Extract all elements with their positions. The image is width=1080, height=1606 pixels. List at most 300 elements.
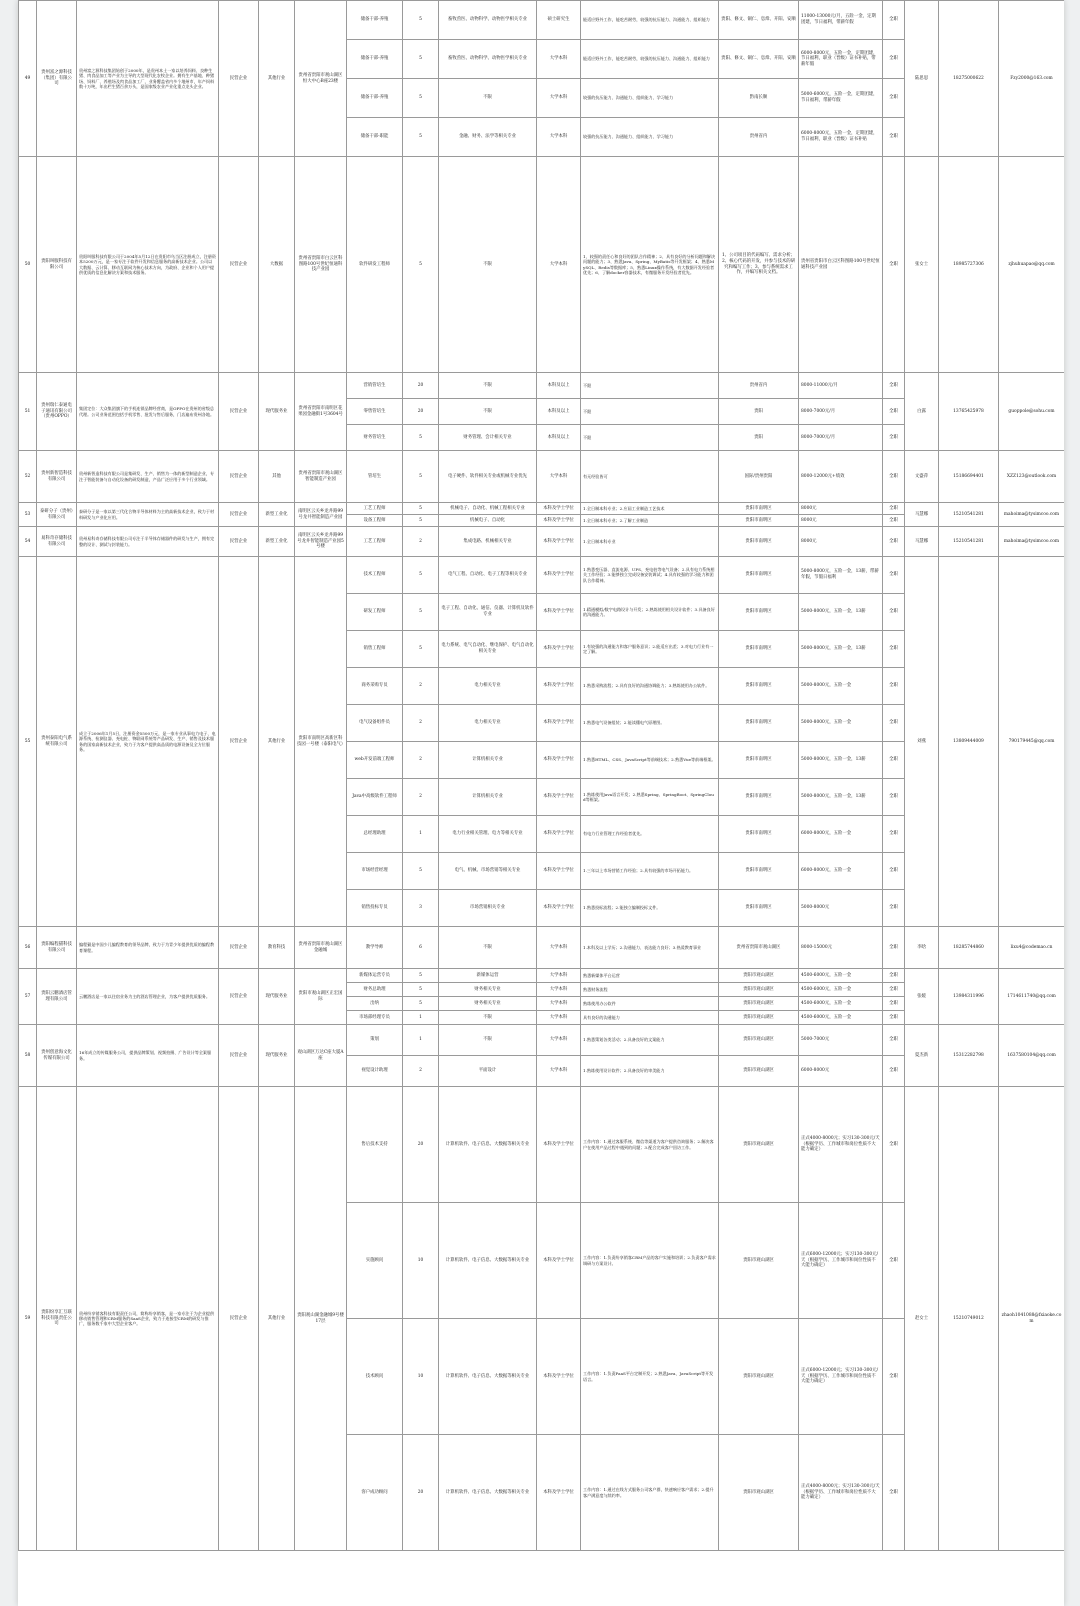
company-industry: 大数据 <box>259 157 295 373</box>
position-education: 本科及学士学位 <box>537 668 581 705</box>
position-salary: 贵州省贵阳市白云区科图路100号世纪恒通科技产业园 <box>799 157 883 373</box>
company-number: 58 <box>19 1025 37 1087</box>
position-requirements: 工作内容：1.通过在线方式服务公司客户群，快速响应客户需求；2.提升客户满意度与续约率。 <box>581 1435 719 1551</box>
position-type: 全职 <box>883 1435 905 1551</box>
position-requirements: 工作内容：1.通过客服系统、微信等渠道为客户提供咨询服务；2.解决客户在使用产品过程中遇到的问题；3.配合完成客户回访工作。 <box>581 1087 719 1203</box>
position-requirements: 有电力行业管理工作经验者优先。 <box>581 816 719 853</box>
position-major: 电子硬件、软件相关专业或机械专业优先 <box>439 451 537 503</box>
position-location: 国际/贵州贵阳 <box>719 451 799 503</box>
position-education: 本科及学士学位 <box>537 816 581 853</box>
position-location: 黔南长顺 <box>719 79 799 118</box>
position-location: 贵阳市南明区 <box>719 816 799 853</box>
position-count: 5 <box>403 1 439 40</box>
position-title: 教学导师 <box>347 927 403 969</box>
position-title: 新媒体运营专员 <box>347 969 403 983</box>
company-nature: 民营企业 <box>219 1 259 157</box>
contact-phone: 15210541281 <box>939 503 999 527</box>
position-salary: 5000-8000元，五险一金，13薪，带薪年假，节假日福利 <box>799 557 883 594</box>
position-requirements: 较强的抗压能力、沟通能力、组织能力、学习能力 <box>581 118 719 157</box>
position-type: 全职 <box>883 1087 905 1203</box>
position-type: 全职 <box>883 118 905 157</box>
company-industry: 其他行业 <box>259 1087 295 1551</box>
position-salary: 5000-8000元，五险一金，13薪 <box>799 779 883 816</box>
position-type: 全职 <box>883 853 905 890</box>
position-requirements: 不限 <box>581 399 719 425</box>
position-title: 销售投标专员 <box>347 890 403 927</box>
position-title: 策划 <box>347 1025 403 1056</box>
position-salary: 8000元 <box>799 527 883 557</box>
position-count: 5 <box>403 594 439 631</box>
position-count: 5 <box>403 157 439 373</box>
contact-phone: 15312282798 <box>939 1025 999 1087</box>
company-name: 贵阳纷享汇互联科技有限责任公司 <box>37 1087 77 1551</box>
position-salary: 正式4000-8000元；实习130-300元/天（根据学历、工作城市和岗位性质不大能力确定） <box>799 1087 883 1203</box>
position-major: 计算机相关专业 <box>439 779 537 816</box>
position-title: 储备干部-养殖 <box>347 40 403 79</box>
position-major: 电气工程、自动化、电子工程等相关专业 <box>439 557 537 594</box>
position-education: 本科及学士学位 <box>537 557 581 594</box>
position-requirements: 1.全日制本科专业；2.了解工业制造 <box>581 515 719 527</box>
company-address: 贵阳市观山湖区正宏国际 <box>295 969 347 1025</box>
position-location: 贵阳市观山湖区 <box>719 997 799 1011</box>
position-type: 全职 <box>883 983 905 997</box>
position-requirements: 1.本科及以上学历；2.沟通能力、表达能力良好；3.热爱教育事业 <box>581 927 719 969</box>
position-type: 全职 <box>883 594 905 631</box>
contact-email: 1714611740@qq.com <box>999 969 1065 1025</box>
company-number: 54 <box>19 527 37 557</box>
position-location: 贵阳市南明区 <box>719 503 799 515</box>
position-requirements: 1.精通模拟/数字电路设计与开发；2.熟练使用相关设计软件；3.具备良好的沟通能力。 <box>581 594 719 631</box>
contact-phone: 18275000622 <box>939 1 999 157</box>
position-title: 商务采购专员 <box>347 668 403 705</box>
position-title: 技术工程师 <box>347 557 403 594</box>
position-education: 本科及学士学位 <box>537 705 581 742</box>
contact-email: Fzy2000@163.com <box>999 1 1065 157</box>
position-title: 实施顾问 <box>347 1203 403 1319</box>
contact-person: 张女士 <box>905 157 939 373</box>
position-education: 大学本科 <box>537 451 581 503</box>
position-location: 贵州省内 <box>719 373 799 399</box>
position-title: 零售管培生 <box>347 399 403 425</box>
company-nature: 民营企业 <box>219 527 259 557</box>
company-address: 贵州省贵阳市南明区花果园金融街1号3604号 <box>295 373 347 451</box>
company-address: 南明区云关乡龙井路99号龙井智能制造产业园 <box>295 503 347 527</box>
position-requirements: 熟练使用办公软件 <box>581 997 719 1011</box>
company-nature: 民营企业 <box>219 373 259 451</box>
position-title: 销售工程师 <box>347 631 403 668</box>
position-count: 2 <box>403 527 439 557</box>
position-count: 2 <box>403 779 439 816</box>
position-title: 财务管培生 <box>347 425 403 451</box>
position-major: 电子工程、自动化、通信、仪器、计算机及软件专业 <box>439 594 537 631</box>
position-type: 全职 <box>883 157 905 373</box>
position-count: 1 <box>403 1025 439 1056</box>
position-major: 电力相关专业 <box>439 668 537 705</box>
contact-phone: 15210541281 <box>939 527 999 557</box>
position-type: 全职 <box>883 997 905 1011</box>
position-title: 软件研发工程师 <box>347 157 403 373</box>
position-education: 本科及以上 <box>537 425 581 451</box>
position-location: 贵阳市观山湖区 <box>719 1435 799 1551</box>
position-title: web开发前端工程师 <box>347 742 403 779</box>
position-education: 大学本科 <box>537 997 581 1011</box>
table-row <box>19 1087 1065 1203</box>
company-nature: 民营企业 <box>219 969 259 1025</box>
position-count: 2 <box>403 1056 439 1087</box>
position-education: 本科及学士学位 <box>537 1087 581 1203</box>
position-major: 不限 <box>439 399 537 425</box>
position-major: 计算机软件、电子信息、大数据等相关专业 <box>439 1087 537 1203</box>
position-salary: 8000元 <box>799 515 883 527</box>
position-salary: 6000-8000元，五险一金 <box>799 816 883 853</box>
company-name: 贵州瑞仁泰通电子通讯有限公司（贵州OPPO） <box>37 373 77 451</box>
position-education: 本科及学士学位 <box>537 853 581 890</box>
position-salary: 4500-6000元，五险一金 <box>799 969 883 983</box>
position-type: 全职 <box>883 399 905 425</box>
position-major: 集成电路、机械相关专业 <box>439 527 537 557</box>
position-location: 1、公司项目的代码编写、需求分析；2、核心代码的开发，并参与技术的研究和编写工作；3、参与系统需求工作，并编写相关文档。 <box>719 157 799 373</box>
position-education: 大学本科 <box>537 40 581 79</box>
position-education: 本科及以上 <box>537 373 581 399</box>
position-education: 本科及学士学位 <box>537 503 581 515</box>
position-education: 大学本科 <box>537 969 581 983</box>
position-location: 贵阳 <box>719 425 799 451</box>
position-location: 贵阳市南明区 <box>719 853 799 890</box>
company-nature: 民营企业 <box>219 927 259 969</box>
position-salary: 5000-6000元，五险一金，定期团建，节日福利，带薪年假 <box>799 79 883 118</box>
position-salary: 5000-8000元 <box>799 890 883 927</box>
position-count: 5 <box>403 79 439 118</box>
contact-phone: 13765425978 <box>939 373 999 451</box>
company-name: 贵阳云鹏酒店管理有限公司 <box>37 969 77 1025</box>
position-education: 本科及学士学位 <box>537 779 581 816</box>
position-location: 贵州省贵阳市观山湖区 <box>719 927 799 969</box>
table-row <box>19 969 1065 983</box>
position-education: 本科及以上 <box>537 399 581 425</box>
position-requirements: 1.熟练使用Java语言开发；2.熟悉Spring、SpringBoot、SpringCloud等框架。 <box>581 779 719 816</box>
company-name: 贵州新智造科技有限公司 <box>37 451 77 503</box>
company-intro: 贵州纷享销客科技有限责任公司，简称纷享销客，是一家专注于为企业提供移动销售管理和CRM服务的SaaS企业，致力于连接型CRM的研发与推广，服务数千家中大型企业客户。 <box>77 1087 219 1551</box>
position-education: 本科及学士学位 <box>537 515 581 527</box>
company-industry: 其他行业 <box>259 557 295 927</box>
position-requirements: 1.熟悉采购流程；2.具有良好的沟通协调能力；3.熟练使用办公软件。 <box>581 668 719 705</box>
position-salary: 8000元 <box>799 503 883 515</box>
contact-email: 790179445@qq.com <box>999 557 1065 927</box>
company-name: 贵州泰阳电气系统有限公司 <box>37 557 77 927</box>
position-count: 10 <box>403 1203 439 1319</box>
position-type: 全职 <box>883 373 905 399</box>
position-requirements: 较强的抗压能力、沟通能力、组织能力、学习能力 <box>581 79 719 118</box>
contact-person: 夏杰新 <box>905 1025 939 1087</box>
position-education: 硕士研究生 <box>537 1 581 40</box>
position-title: 总经理助理 <box>347 816 403 853</box>
contact-email: zjhuhuapao@qq.com <box>999 157 1065 373</box>
contact-email: XZZ123@outlook.com <box>999 451 1065 503</box>
position-salary: 6000-8000元，五险一金，定期团建，节日福利，职业（晋级）证书补贴，带薪年假 <box>799 40 883 79</box>
position-salary: 5000-8000元，五险一金 <box>799 668 883 705</box>
position-type: 全职 <box>883 816 905 853</box>
position-major: 市场营销相关专业 <box>439 890 537 927</box>
table-row <box>19 527 1065 557</box>
position-count: 20 <box>403 1087 439 1203</box>
position-requirements: 工作内容：1.负责纷享销客CRM产品的客户实施和培训；2.负责客户需求调研与方案设计。 <box>581 1203 719 1319</box>
position-count: 2 <box>403 705 439 742</box>
position-requirements: 1.熟悉策划各类活动；2.具备良好的文案能力 <box>581 1025 719 1056</box>
position-title: 市场经营经理 <box>347 853 403 890</box>
position-requirements: 1.熟悉HTML、CSS、JavaScript等前端技术；2.熟悉Vue等前端框架。 <box>581 742 719 779</box>
position-type: 全职 <box>883 503 905 515</box>
position-count: 5 <box>403 503 439 515</box>
position-requirements: 1.熟练使用设计软件；2.具备良好的审美能力 <box>581 1056 719 1087</box>
position-salary: 4500-6000元，五险一金 <box>799 983 883 997</box>
position-title: 设备工程师 <box>347 515 403 527</box>
company-industry: 现代服务业 <box>259 1025 295 1087</box>
contact-person: 白露 <box>905 373 939 451</box>
company-name: 贵州创意海文化传媒有限公司 <box>37 1025 77 1087</box>
position-education: 本科及学士学位 <box>537 527 581 557</box>
contact-phone: 15186694401 <box>939 451 999 503</box>
position-education: 大学本科 <box>537 157 581 373</box>
company-number: 52 <box>19 451 37 503</box>
contact-person: 马慧娜 <box>905 527 939 557</box>
recruitment-table <box>18 0 1064 1551</box>
position-count: 6 <box>403 927 439 969</box>
company-name: 贵州富之源科技（集团）有限公司 <box>37 1 77 157</box>
position-major: 计算机软件、电子信息、大数据等相关专业 <box>439 1435 537 1551</box>
position-location: 贵州省内 <box>719 118 799 157</box>
position-title: 储备干部-职能 <box>347 118 403 157</box>
position-count: 5 <box>403 631 439 668</box>
position-type: 全职 <box>883 668 905 705</box>
position-major: 新媒体运营 <box>439 969 537 983</box>
position-location: 贵阳、修文、铜仁、息烽、开阳、安顺 <box>719 40 799 79</box>
position-count: 5 <box>403 118 439 157</box>
company-intro: 云鹏酒店是一家以住宿业务为主的酒店管理企业，为客户提供优质服务。 <box>77 969 219 1025</box>
position-title: 储备干部-养殖 <box>347 1 403 40</box>
table-row <box>19 503 1065 515</box>
position-salary: 6000-8000元，五险一金，定期团建，节日福利，职业（晋级）证书补贴 <box>799 118 883 157</box>
position-title: 财务总助理 <box>347 983 403 997</box>
position-count: 2 <box>403 668 439 705</box>
company-industry: 现代服务业 <box>259 373 295 451</box>
position-title: 视觉设计助理 <box>347 1056 403 1087</box>
position-salary: 8000-7000元/月 <box>799 425 883 451</box>
position-count: 5 <box>403 557 439 594</box>
table-row <box>19 1025 1065 1056</box>
position-major: 财务管理、会计相关专业 <box>439 425 537 451</box>
company-number: 51 <box>19 373 37 451</box>
position-type: 全职 <box>883 631 905 668</box>
position-title: 管培生 <box>347 451 403 503</box>
position-major: 机械电子、自动化、机械工程相关专业 <box>439 503 537 515</box>
position-count: 1 <box>403 816 439 853</box>
position-education: 大学本科 <box>537 79 581 118</box>
contact-email: zhaoh1041088@fxiaoke.com <box>999 1087 1065 1551</box>
company-industry: 其他 <box>259 451 295 503</box>
company-nature: 民营企业 <box>219 557 259 927</box>
position-location: 贵阳市观山湖区 <box>719 1056 799 1087</box>
contact-person: 赵女士 <box>905 1087 939 1551</box>
position-education: 本科及学士学位 <box>537 631 581 668</box>
company-name: 泰研分子（贵州）有限公司 <box>37 503 77 527</box>
position-salary: 8000-12000元+绩效 <box>799 451 883 503</box>
position-location: 贵阳 <box>719 399 799 425</box>
position-salary: 5000-8000元，五险一金，13薪 <box>799 742 883 779</box>
position-major: 电力行业相关管理、电力等相关专业 <box>439 816 537 853</box>
position-count: 5 <box>403 40 439 79</box>
position-count: 20 <box>403 1435 439 1551</box>
position-education: 本科及学士学位 <box>537 742 581 779</box>
position-location: 贵阳市南明区 <box>719 890 799 927</box>
contact-phone: 13809444009 <box>939 557 999 927</box>
position-major: 计算机软件、电子信息、大数据等相关专业 <box>439 1319 537 1435</box>
contact-person: 文盛萍 <box>905 451 939 503</box>
position-title: 市场部经理专员 <box>347 1011 403 1025</box>
position-type: 全职 <box>883 927 905 969</box>
company-intro: 集团定位：大众集团旗下的手机连锁品牌经营商，是OPPO在贵州的省级总代理。公司业务范围包括手机零售、批发与售后服务，门店遍布贵州各地。 <box>77 373 219 451</box>
company-industry: 新型工业化 <box>259 503 295 527</box>
position-title: 研发工程师 <box>347 594 403 631</box>
position-major: 不限 <box>439 373 537 399</box>
company-address: 南明区云关乡龙井路99号龙井智能制造产业园5号楼 <box>295 527 347 557</box>
position-major: 不限 <box>439 1025 537 1056</box>
position-type: 全职 <box>883 1025 905 1056</box>
position-type: 全职 <box>883 742 905 779</box>
position-requirements: 1.熟悉电气设备组装；2.能读懂电气原理图。 <box>581 705 719 742</box>
position-location: 贵阳市南明区 <box>719 705 799 742</box>
company-number: 53 <box>19 503 37 527</box>
position-requirements: 能适应野外工作，能吃苦耐劳，较强的抗压能力、沟通能力、组织能力 <box>581 40 719 79</box>
position-location: 贵阳市观山湖区 <box>719 983 799 997</box>
position-major: 计算机软件、电子信息、大数据等相关专业 <box>439 1203 537 1319</box>
position-count: 20 <box>403 399 439 425</box>
position-education: 本科及学士学位 <box>537 1319 581 1435</box>
company-name: 贵阳编程猫科技有限公司 <box>37 927 77 969</box>
position-requirements: 1.有较强的沟通能力和客户服务意识；2.能适应出差；3.对电力行业有一定了解。 <box>581 631 719 668</box>
position-education: 大学本科 <box>537 1011 581 1025</box>
company-address: 贵州省贵阳市观山湖区恒大中心B座23楼 <box>295 1 347 157</box>
contact-email: guoppole@sohu.com <box>999 373 1065 451</box>
position-requirements: 工作内容：1.负责PaaS平台定制开发；2.熟悉Java、JavaScript等开发语言。 <box>581 1319 719 1435</box>
position-location: 贵阳市南明区 <box>719 631 799 668</box>
company-nature: 民营企业 <box>219 451 259 503</box>
company-intro: 贵阳叫服科技有限公司于2004年5月12日在贵阳市乌当区注册成立，注册资本5200万元，是一家专注于软件开发和信息服务的高新技术企业。公司以大数据、云计算、移动互联网为核心技术方向，为政府、企业和个人用户提供优质的信息化解决方案和技术服务。 <box>77 157 219 373</box>
position-title: 储备干部-养殖 <box>347 79 403 118</box>
company-name: 贵阳叫服科技有限公司 <box>37 157 77 373</box>
position-salary: 8000-11000元/月 <box>799 373 883 399</box>
contact-email: lixu4@codemao.cn <box>999 927 1065 969</box>
position-type: 全职 <box>883 527 905 557</box>
position-type: 全职 <box>883 40 905 79</box>
company-intro: 贵州新智造科技有限公司是集研发、生产、销售为一体的新型制造企业，专注于智能装备与自动化设备的研发制造，产品广泛应用于多个行业领域。 <box>77 451 219 503</box>
document-page <box>18 0 1064 1606</box>
position-major: 不限 <box>439 927 537 969</box>
position-salary: 8000-15000元 <box>799 927 883 969</box>
position-salary: 5000-8000元，五险一金 <box>799 705 883 742</box>
position-type: 全职 <box>883 1203 905 1319</box>
company-industry: 其他行业 <box>259 1 295 157</box>
position-major: 电力相关专业 <box>439 705 537 742</box>
company-address: 观山湖区万达C座大厦A座 <box>295 1025 347 1087</box>
position-title: 技术顾问 <box>347 1319 403 1435</box>
position-requirements: 具有良好的沟通能力 <box>581 1011 719 1025</box>
position-type: 全职 <box>883 1011 905 1025</box>
position-salary: 4500-6000元，五险一金 <box>799 1011 883 1025</box>
company-name: 易科奇存储科技有限公司 <box>37 527 77 557</box>
position-type: 全职 <box>883 779 905 816</box>
position-count: 5 <box>403 853 439 890</box>
position-education: 大学本科 <box>537 983 581 997</box>
position-major: 财务相关专业 <box>439 983 537 997</box>
position-salary: 6000-8000元 <box>799 1056 883 1087</box>
position-location: 贵阳市南明区 <box>719 742 799 779</box>
position-location: 贵阳市南明区 <box>719 594 799 631</box>
company-intro: 贵州易科奇存储科技有限公司专注于半导体存储器件的研发与生产，拥有完整的设计、测试与封装能力。 <box>77 527 219 557</box>
position-salary: 正式6000-12000元；实习130-300元/天（根据学历、工作城市和岗位性质不大能力确定） <box>799 1319 883 1435</box>
position-count: 2 <box>403 742 439 779</box>
position-requirements: 1.全日制本科专业；2.应届工业制造工艺技术 <box>581 503 719 515</box>
company-address: 贵州省贵阳市观山湖区金融城 <box>295 927 347 969</box>
contact-email: mahoima@tysimcoo.com <box>999 503 1065 527</box>
position-requirements: 有无经验皆可 <box>581 451 719 503</box>
company-industry: 教育科技 <box>259 927 295 969</box>
contact-person: 马慧娜 <box>905 503 939 527</box>
position-title: 客户成功顾问 <box>347 1435 403 1551</box>
position-title: 工艺工程师 <box>347 527 403 557</box>
position-location: 贵阳市南明区 <box>719 557 799 594</box>
position-location: 贵阳市南明区 <box>719 515 799 527</box>
table-row <box>19 373 1065 399</box>
position-education: 大学本科 <box>537 927 581 969</box>
position-requirements: 不限 <box>581 373 719 399</box>
position-requirements: 能适应野外工作，能吃苦耐劳，较强的抗压能力、沟通能力、组织能力 <box>581 1 719 40</box>
position-salary: 4500-6000元，五险一金 <box>799 997 883 1011</box>
company-number: 49 <box>19 1 37 157</box>
company-intro: 贵州富之源科技集团始创于2000年，是贵州本土一家以培养饲料、良种生猪、肉食品加工等产业为主导的大型现代化农牧企业。拥有生产基地、种猪场、饲料厂、养殖场及肉食品加工厂，业务覆盖省内多个地州市，年产饲料数十万吨，年出栏生猪百余万头，是国家级农业产业化重点龙头企业。 <box>77 1 219 157</box>
position-education: 本科及学士学位 <box>537 594 581 631</box>
position-requirements: 1.全日制本科专业 <box>581 527 719 557</box>
position-location: 贵阳市观山湖区 <box>719 1025 799 1056</box>
contact-person: 陆思思 <box>905 1 939 157</box>
position-count: 10 <box>403 1319 439 1435</box>
position-education: 大学本科 <box>537 118 581 157</box>
company-address: 贵州省贵阳市观山湖区智能制造产业园 <box>295 451 347 503</box>
position-title: 出纳 <box>347 997 403 1011</box>
position-major: 不限 <box>439 1011 537 1025</box>
position-location: 贵阳市观山湖区 <box>719 1319 799 1435</box>
position-salary: 5000-8000元，五险一金，13薪 <box>799 594 883 631</box>
position-title: 营销管培生 <box>347 373 403 399</box>
company-intro: 16年成立的传媒服务公司，提供品牌策划、视频拍摄、广告设计等全案服务。 <box>77 1025 219 1087</box>
position-requirements: 1、较强的责任心和良好的团队合作精神；2、具有良好的分析问题和解决问题的能力；3、熟悉Java、Spring、MyBatis等开发框架；4、熟悉MySQL、Redis等数据库；5、熟悉Linux操作系统，有大数据开发经验者优先；6、了解docker容器技术，有微服务开发经验者优先。 <box>581 157 719 373</box>
position-count: 3 <box>403 890 439 927</box>
position-type: 全职 <box>883 79 905 118</box>
position-major: 财务相关专业 <box>439 997 537 1011</box>
company-number: 50 <box>19 157 37 373</box>
company-nature: 民营企业 <box>219 1025 259 1087</box>
company-industry: 现代服务业 <box>259 969 295 1025</box>
position-type: 全职 <box>883 515 905 527</box>
position-education: 本科及学士学位 <box>537 890 581 927</box>
position-major: 电气、机械、市场营销等相关专业 <box>439 853 537 890</box>
company-number: 56 <box>19 927 37 969</box>
position-title: 电气设备组件员 <box>347 705 403 742</box>
position-salary: 8000-7000元/月 <box>799 399 883 425</box>
position-major: 畜牧兽医、动物科学、动物医学相关专业 <box>439 40 537 79</box>
position-education: 大学本科 <box>537 1056 581 1087</box>
position-requirements: 1.熟悉投标流程；2.能独立编制投标文件。 <box>581 890 719 927</box>
position-major: 平面设计 <box>439 1056 537 1087</box>
